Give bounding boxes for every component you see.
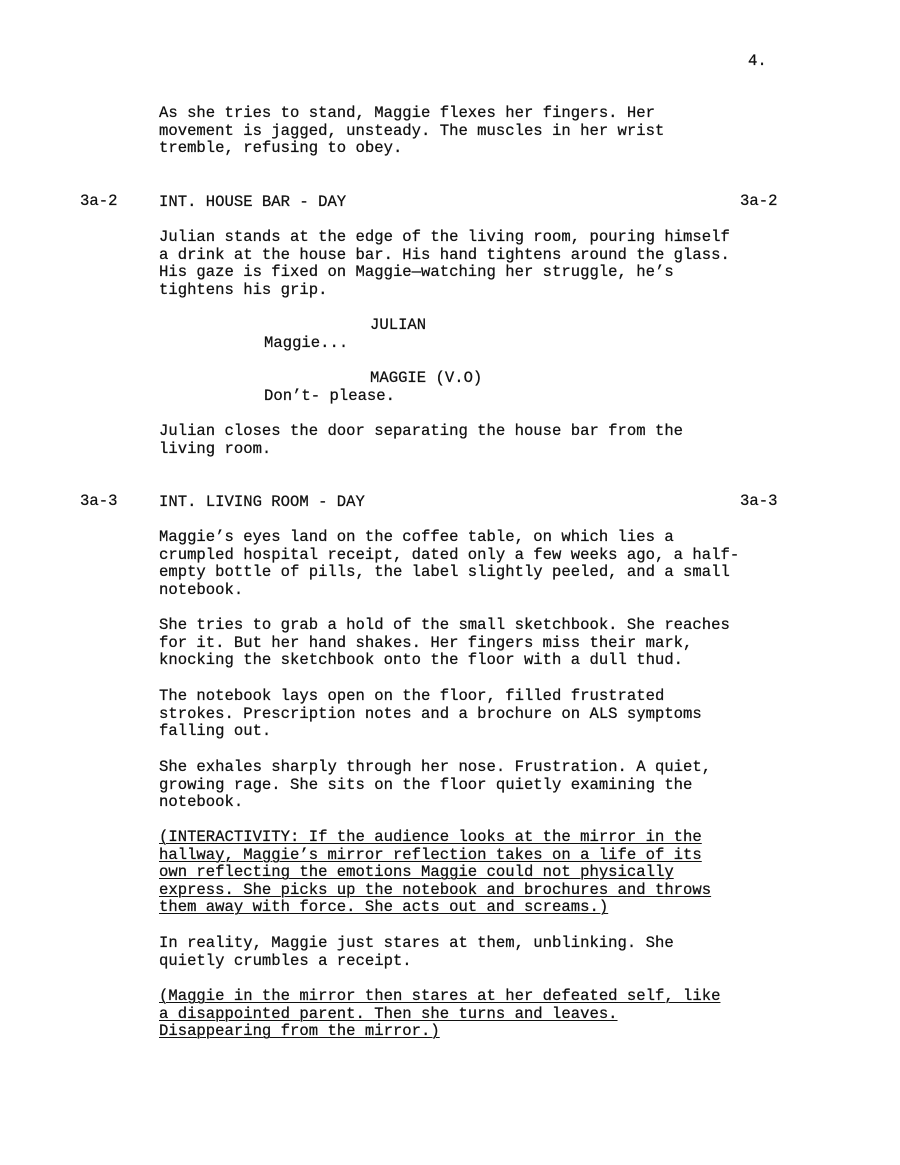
scene-number-left: 3a-3 xyxy=(80,492,118,510)
action-block: In reality, Maggie just stares at them, unblinking. She quietly crumbles a receipt. xyxy=(159,934,674,970)
action-block: The notebook lays open on the floor, filled frustrated strokes. Prescription notes and a brochure on ALS symptoms falling out. xyxy=(159,687,702,741)
scene-number-left: 3a-2 xyxy=(80,192,118,210)
character-name: MAGGIE (V.O) xyxy=(370,369,483,387)
action-block: She exhales sharply through her nose. Frustration. A quiet, growing rage. She sits on the floor quietly examining the notebook. xyxy=(159,758,712,812)
character-name: JULIAN xyxy=(370,316,427,334)
interactivity-note: (INTERACTIVITY: If the audience looks at the mirror in the hallway, Maggie’s mirror reflection takes on a life of its own reflecting the emotions Maggie could not physically express. She picks up the notebook and brochures and throws them away with force. She acts out and screams.) xyxy=(159,828,712,917)
mirror-note: (Maggie in the mirror then stares at her defeated self, like a disappointed parent. Then she turns and leaves. Disappearing from the mirror.) xyxy=(159,987,721,1041)
page-number: 4. xyxy=(748,52,767,70)
dialogue-line: Maggie... xyxy=(264,334,349,352)
action-block: Julian closes the door separating the house bar from the living room. xyxy=(159,422,684,458)
scene-heading: INT. HOUSE BAR - DAY xyxy=(159,193,347,211)
scene-number-right: 3a-3 xyxy=(740,492,778,510)
action-block: As she tries to stand, Maggie flexes her fingers. Her movement is jagged, unsteady. The muscles in her wrist tremble, refusing to obey. xyxy=(159,104,665,158)
dialogue-line: Don’t- please. xyxy=(264,387,396,405)
scene-number-right: 3a-2 xyxy=(740,192,778,210)
scene-heading: INT. LIVING ROOM - DAY xyxy=(159,493,365,511)
action-block: Maggie’s eyes land on the coffee table, on which lies a crumpled hospital receipt, dated only a few weeks ago, a half- empty bottle of pills, the label slightly peeled, and a small notebook. xyxy=(159,528,740,599)
action-block: Julian stands at the edge of the living room, pouring himself a drink at the house bar. His hand tightens around the glass. His gaze is fixed on Maggie—watching her struggle, he’s tightens his grip. xyxy=(159,228,730,299)
action-block: She tries to grab a hold of the small sketchbook. She reaches for it. But her hand shakes. Her fingers miss their mark, knocking the sketchbook onto the floor with a dull thud. xyxy=(159,616,730,670)
